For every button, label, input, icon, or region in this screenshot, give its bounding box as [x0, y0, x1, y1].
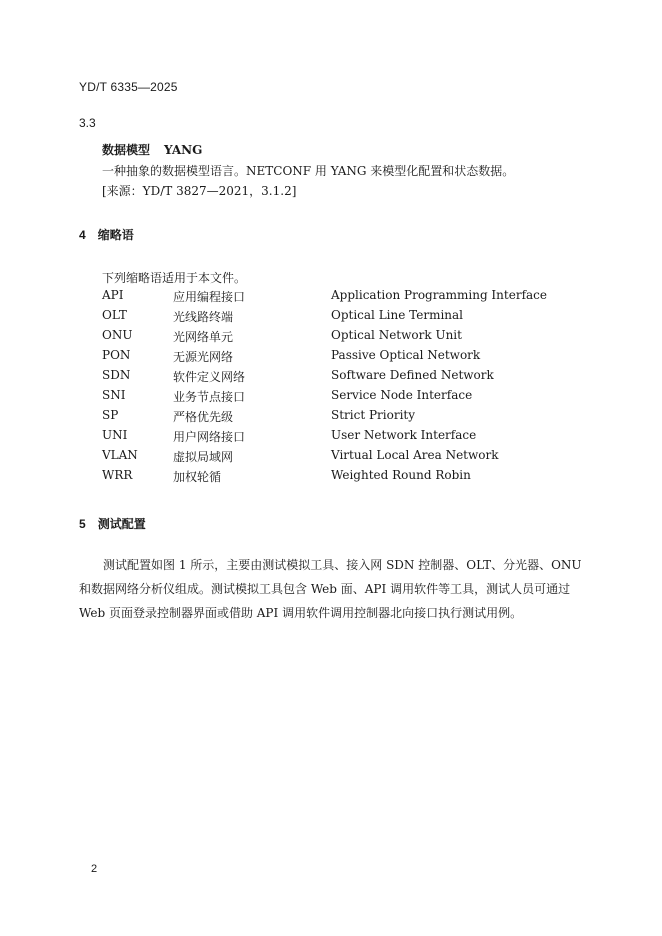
abbr-chinese: 无源光网络 [173, 350, 234, 364]
abbr-english: Strict Priority [331, 408, 416, 422]
abbr-code: API [102, 288, 124, 302]
abbr-english: Optical Network Unit [331, 328, 462, 342]
term-definition: 一种抽象的数据模型语言。NETCONF 用 YANG 来模型化配置和状态数据。 [102, 164, 515, 178]
abbr-english: Service Node Interface [331, 388, 473, 402]
abbr-english: Software Defined Network [331, 368, 494, 382]
section-5-title: 测试配置 [97, 517, 146, 531]
term-title [102, 141, 202, 158]
section-5-number: 5 [79, 517, 86, 531]
abbr-code: SP [102, 408, 119, 422]
abbr-chinese: 应用编程接口 [173, 290, 246, 304]
abbr-chinese: 光线路终端 [173, 310, 234, 324]
abbr-english: Passive Optical Network [331, 348, 481, 362]
abbr-code: OLT [102, 308, 127, 322]
abbr-english: Weighted Round Robin [331, 468, 471, 482]
abbreviations-intro: 下列缩略语适用于本文件。 [102, 271, 247, 285]
abbr-code: SNI [102, 388, 126, 402]
term-title-cn: 数据模型 [102, 143, 151, 157]
section-5-heading [79, 515, 146, 532]
section-4-number: 4 [79, 228, 86, 242]
abbr-chinese: 光网络单元 [173, 330, 234, 344]
term-source: [来源：YD/T 3827—2021，3.1.2] [102, 184, 297, 198]
abbr-english: Application Programming Interface [331, 288, 547, 302]
term-number: 3.3 [79, 116, 96, 130]
abbr-code: UNI [102, 428, 128, 442]
section-4-title: 缩略语 [97, 228, 134, 242]
page-number: 2 [91, 863, 98, 875]
abbr-code: PON [102, 348, 131, 362]
abbr-code: SDN [102, 368, 131, 382]
abbr-chinese: 加权轮循 [173, 470, 222, 484]
abbr-chinese: 业务节点接口 [173, 390, 246, 404]
abbr-chinese: 严格优先级 [173, 410, 234, 424]
standard-number-header: YD/T 6335—2025 [79, 80, 178, 94]
abbr-code: ONU [102, 328, 133, 342]
abbr-english: User Network Interface [331, 428, 477, 442]
abbr-english: Virtual Local Area Network [331, 448, 499, 462]
abbr-code: WRR [102, 468, 133, 482]
section-4-heading [79, 226, 134, 243]
abbr-chinese: 虚拟局域网 [173, 450, 234, 464]
abbr-chinese: 用户网络接口 [173, 430, 246, 444]
abbr-english: Optical Line Terminal [331, 308, 464, 322]
section-5-paragraph: 测试配置如图 1 所示，主要由测试模拟工具、接入网 SDN 控制器、OLT、分光器、ONU 和数据网络分析仪组成。测试模拟工具包含 Web 面、API 调用软件等工具，测试人员可通过 Web 页面登录控制器界面或借助 API 调用软件调用控制器北向接口执行测试用例。 [79, 558, 582, 620]
abbr-code: VLAN [102, 448, 138, 462]
abbr-chinese: 软件定义网络 [173, 370, 246, 384]
term-title-en: YANG [164, 143, 203, 157]
